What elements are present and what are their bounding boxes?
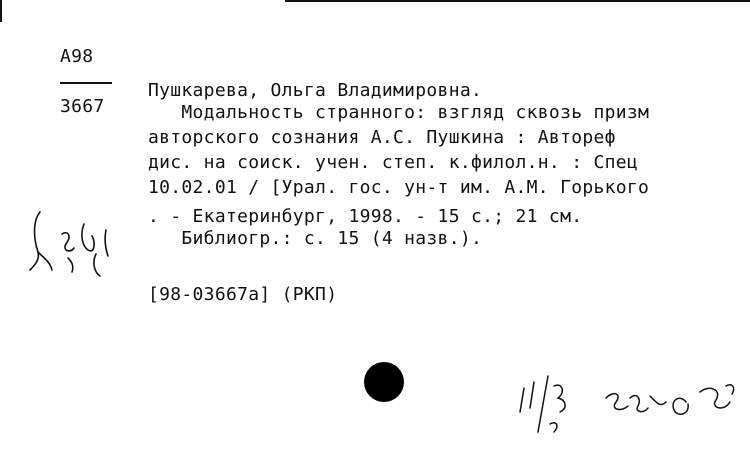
- bibliography-note: Библиогр.: с. 15 (4 назв.).: [148, 228, 483, 249]
- title-line-3: дис. на соиск. учен. степ. к.филол.н. : Спец: [148, 152, 639, 173]
- title-line-1: Модальность странного: взгляд сквозь призм: [148, 102, 650, 123]
- call-number: [98-03667а] (РКП): [148, 284, 338, 305]
- title-line-5: . - Екатеринбург, 1998. - 15 с.; 21 см.: [148, 206, 583, 227]
- shelf-mark-top: А98: [60, 46, 94, 67]
- card-left-border: [0, 0, 2, 22]
- shelf-mark-bottom: 3667: [60, 96, 105, 117]
- card-top-border: [285, 0, 750, 2]
- handwritten-mark-left: [22, 200, 122, 285]
- shelf-mark-divider: [60, 82, 112, 84]
- author-heading: Пушкарева, Ольга Владимировна.: [148, 80, 483, 101]
- handwritten-mark-bottom: [510, 368, 745, 443]
- title-line-2: авторского сознания А.С. Пушкина : Автореф: [148, 127, 616, 148]
- title-line-4: 10.02.01 / [Урал. гос. ун-т им. А.М. Горького: [148, 177, 650, 198]
- card-punch-hole: [364, 362, 404, 402]
